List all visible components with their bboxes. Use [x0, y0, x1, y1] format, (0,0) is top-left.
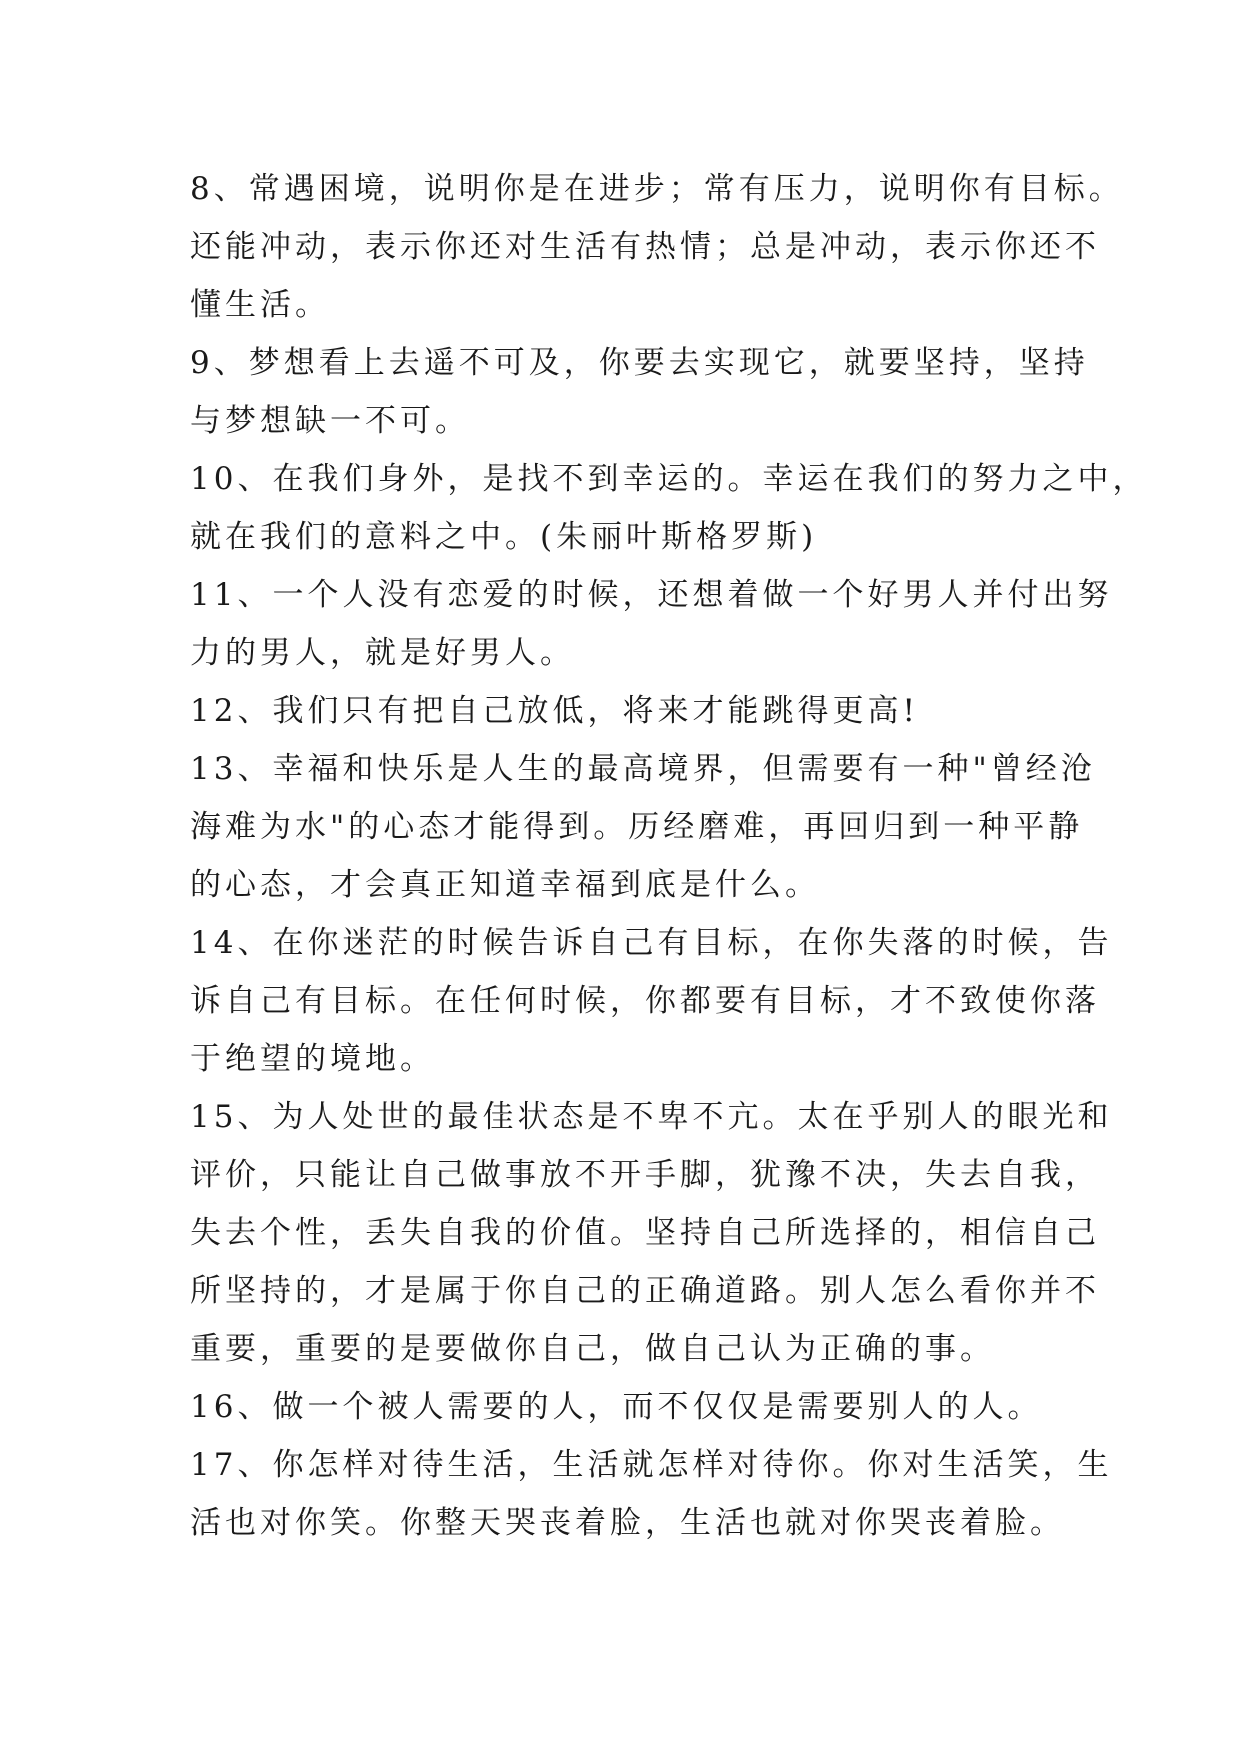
text-line: 诉自己有目标。在任何时候，你都要有目标，才不致使你落: [190, 983, 1100, 1019]
text-line: 于绝望的境地。: [190, 1041, 435, 1077]
text-line: 9、梦想看上去遥不可及，你要去实现它，就要坚持，坚持: [190, 345, 1089, 381]
text-line: 就在我们的意料之中。(朱丽叶斯格罗斯): [190, 519, 818, 555]
text-line: 与梦想缺一不可。: [190, 403, 470, 439]
text-line: 16、做一个被人需要的人，而不仅仅是需要别人的人。: [190, 1389, 1043, 1425]
text-line: 失去个性，丢失自我的价值。坚持自己所选择的，相信自己: [190, 1215, 1100, 1251]
text-line: 懂生活。: [190, 287, 330, 323]
text-line: 12、我们只有把自己放低，将来才能跳得更高!: [190, 693, 919, 729]
text-line: 10、在我们身外，是找不到幸运的。幸运在我们的努力之中，: [190, 461, 1148, 497]
text-line: 8、常遇困境，说明你是在进步；常有压力，说明你有目标。: [190, 171, 1124, 207]
text-line: 海难为水"的心态才能得到。历经磨难，再回归到一种平静: [190, 809, 1084, 845]
text-line: 11、一个人没有恋爱的时候，还想着做一个好男人并付出努: [190, 577, 1113, 613]
text-line: 14、在你迷茫的时候告诉自己有目标，在你失落的时候，告: [190, 925, 1113, 961]
text-line: 的心态，才会真正知道幸福到底是什么。: [190, 867, 820, 903]
text-line: 所坚持的，才是属于你自己的正确道路。别人怎么看你并不: [190, 1273, 1100, 1309]
text-line: 还能冲动，表示你还对生活有热情；总是冲动，表示你还不: [190, 229, 1100, 265]
text-line: 评价，只能让自己做事放不开手脚，犹豫不决，失去自我，: [190, 1157, 1100, 1193]
text-line: 重要，重要的是要做你自己，做自己认为正确的事。: [190, 1331, 995, 1367]
text-line: 力的男人，就是好男人。: [190, 635, 575, 671]
text-line: 17、你怎样对待生活，生活就怎样对待你。你对生活笑，生: [190, 1447, 1113, 1483]
text-line: 13、幸福和快乐是人生的最高境界，但需要有一种"曾经沧: [190, 751, 1096, 787]
quote-list: [190, 160, 1148, 1552]
text-line: 活也对你笑。你整天哭丧着脸，生活也就对你哭丧着脸。: [190, 1505, 1065, 1541]
text-line: 15、为人处世的最佳状态是不卑不亢。太在乎别人的眼光和: [190, 1099, 1113, 1135]
